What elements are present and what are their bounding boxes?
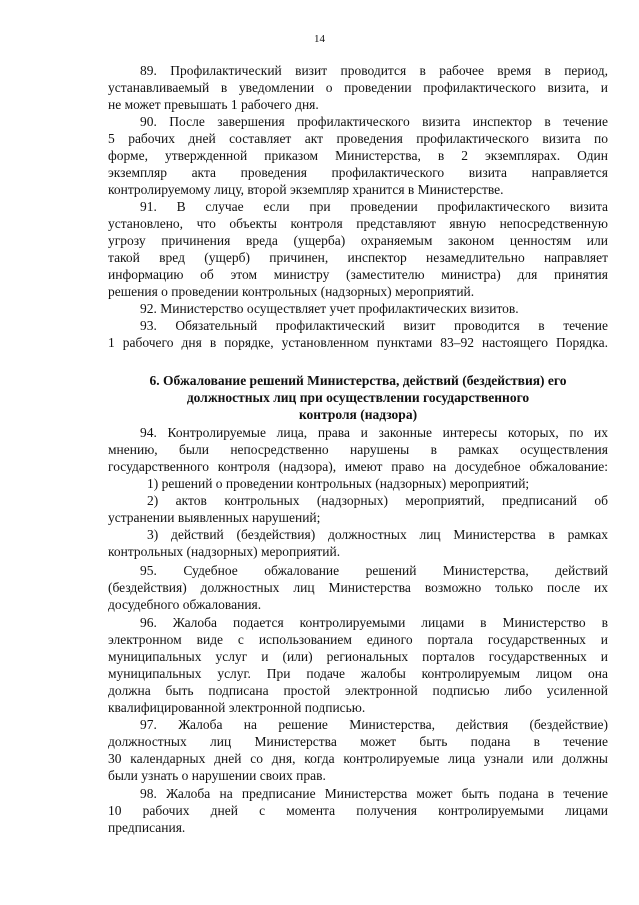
section-heading-line-2: должностных лиц при осуществлении государственного bbox=[186, 390, 530, 405]
paragraph-89-line-2: устанавливаемый в уведомлении о проведении профилактического визита, и bbox=[108, 80, 608, 95]
paragraph-91-line-1: 91. В случае если при проведении профилактического визита bbox=[140, 199, 608, 214]
list-item-3-line-1: 3) действий (бездействия) должностных лиц Министерства в рамках bbox=[147, 527, 608, 542]
paragraph-90-line-5: контролируемому лицу, второй экземпляр хранится в Министерстве. bbox=[108, 182, 504, 197]
paragraph-96-line-4: муниципальных услуг. При подаче жалобы контролируемым лицом она bbox=[108, 666, 608, 681]
paragraph-96-line-6: квалифицированной электронной подписью. bbox=[108, 700, 366, 715]
paragraph-94-line-1: 94. Контролируемые лица, права и законные интересы которых, по их bbox=[140, 425, 608, 440]
paragraph-93-line-1: 93. Обязательный профилактический визит проводится в течение bbox=[140, 318, 608, 333]
list-item-2-line-2: устранении выявленных нарушений; bbox=[108, 510, 321, 525]
section-heading-line-3: контроля (надзора) bbox=[298, 407, 418, 422]
paragraph-95-line-3: досудебного обжалования. bbox=[108, 597, 262, 612]
paragraph-91-line-4: такой вред (ущерб) причинен, инспектор незамедлительно направляет bbox=[108, 250, 608, 265]
list-item-1: 1) решений о проведении контрольных (надзорных) мероприятий; bbox=[147, 476, 530, 491]
paragraph-90-line-2: 5 рабочих дней составляет акт проведения профилактического визита по bbox=[108, 131, 608, 146]
paragraph-96-line-1: 96. Жалоба подается контролируемыми лицами в Министерство в bbox=[140, 615, 608, 630]
paragraph-91-line-3: угрозу причинения вреда (ущерба) охраняемым законом ценностям или bbox=[108, 233, 608, 248]
paragraph-91-line-2: установлено, что объекты контроля представляют явную непосредственную bbox=[108, 216, 608, 231]
paragraph-95-line-1: 95. Судебное обжалование решений Министерства, действий bbox=[140, 563, 608, 578]
paragraph-98-line-2: 10 рабочих дней с момента получения контролируемыми лицами bbox=[108, 803, 608, 818]
paragraph-98-line-3: предписания. bbox=[108, 820, 186, 835]
paragraph-97-line-2: должностных лиц Министерства может быть подана в течение bbox=[108, 734, 608, 749]
paragraph-93-line-2: 1 рабочего дня в порядке, установленном пунктами 83–92 настоящего Порядка. bbox=[108, 335, 608, 350]
paragraph-95-line-2: (бездействия) должностных лиц Министерства возможно только после их bbox=[108, 580, 608, 595]
paragraph-96-line-2: электронном виде с использованием единого портала государственных и bbox=[108, 632, 608, 647]
paragraph-89-line-3: не может превышать 1 рабочего дня. bbox=[108, 97, 319, 112]
paragraph-91-line-5: информацию об этом министру (заместителю министра) для принятия bbox=[108, 267, 608, 282]
paragraph-96-line-3: муниципальных услуг и (или) региональных порталов государственных и bbox=[108, 649, 608, 664]
paragraph-90-line-3: форме, утвержденной приказом Министерства, в 2 экземплярах. Один bbox=[108, 148, 608, 163]
paragraph-89-line-1: 89. Профилактический визит проводится в рабочее время в период, bbox=[140, 63, 608, 78]
page-number: 14 bbox=[314, 33, 325, 45]
paragraph-90-line-1: 90. После завершения профилактического визита инспектор в течение bbox=[140, 114, 608, 129]
paragraph-97-line-4: были узнать о нарушении своих прав. bbox=[108, 768, 326, 783]
paragraph-97-line-3: 30 календарных дней со дня, когда контролируемые лица узнали или должны bbox=[108, 751, 608, 766]
section-heading-line-1: 6. Обжалование решений Министерства, действий (бездействия) его bbox=[149, 373, 567, 388]
paragraph-98-line-1: 98. Жалоба на предписание Министерства может быть подана в течение bbox=[140, 786, 608, 801]
paragraph-91-line-6: решения о проведении контрольных (надзорных) мероприятий. bbox=[108, 284, 475, 299]
paragraph-96-line-5: должна быть подписана простой электронной подписью либо усиленной bbox=[108, 683, 608, 698]
paragraph-92-line-1: 92. Министерство осуществляет учет профилактических визитов. bbox=[140, 301, 519, 316]
paragraph-97-line-1: 97. Жалоба на решение Министерства, действия (бездействие) bbox=[140, 717, 608, 732]
list-item-3-line-2: контрольных (надзорных) мероприятий. bbox=[108, 544, 341, 559]
paragraph-94-line-3: государственного контроля (надзора), имеют право на досудебное обжалование: bbox=[108, 459, 608, 474]
paragraph-94-line-2: мнению, были непосредственно нарушены в рамках осуществления bbox=[108, 442, 608, 457]
list-item-2-line-1: 2) актов контрольных (надзорных) мероприятий, предписаний об bbox=[147, 493, 608, 508]
paragraph-90-line-4: экземпляр акта проведения профилактического визита направляется bbox=[108, 165, 608, 180]
